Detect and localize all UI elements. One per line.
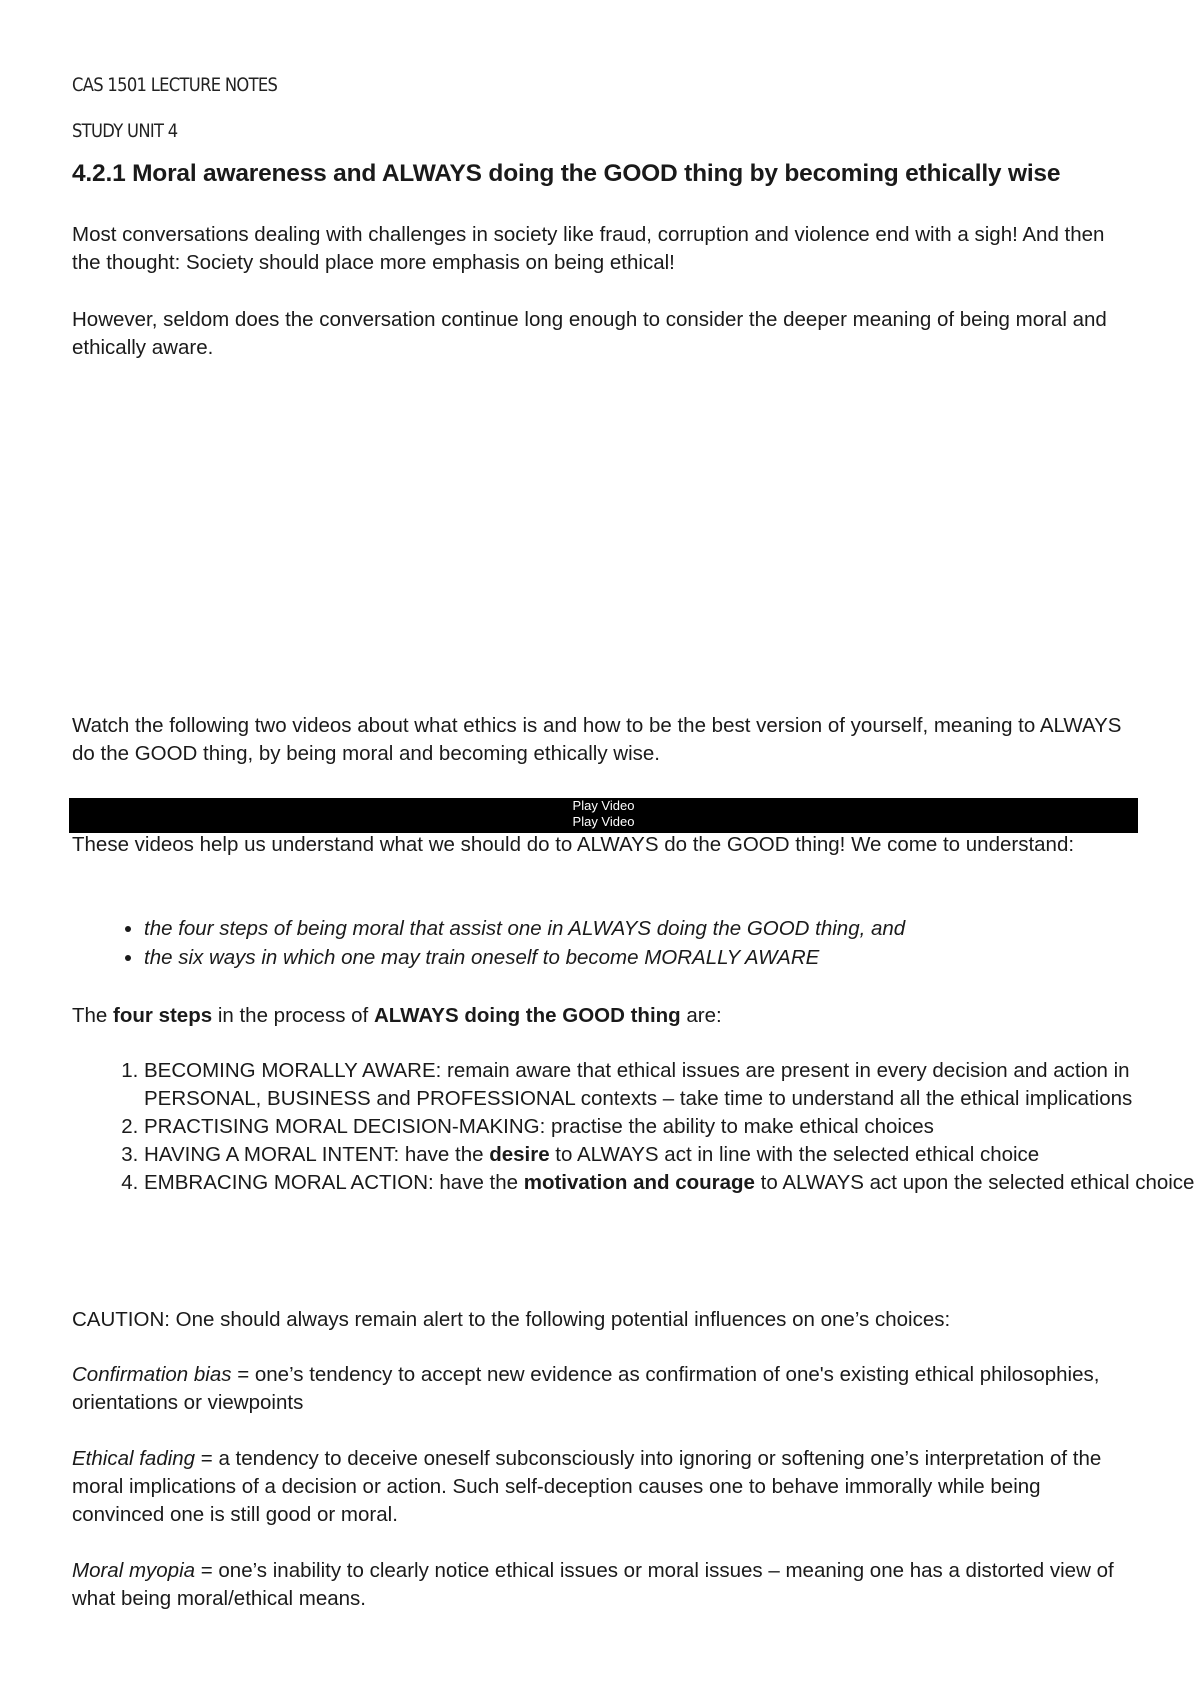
step-item: [144, 1169, 1200, 1197]
four-steps-list: [72, 1057, 1200, 1197]
steps-intro-text: are:: [680, 1004, 722, 1027]
steps-intro-text: The: [72, 1004, 114, 1027]
step-text: HAVING A MORAL INTENT: have the: [144, 1143, 490, 1166]
step-text: BECOMING MORALLY AWARE: remain aware that ethical issues are present in every decision and action in PERSONAL, BUSINESS and PROFESSIONAL contexts – take time to understand all the ethical implications: [144, 1059, 1133, 1110]
definition-term: Ethical fading: [72, 1447, 196, 1470]
steps-intro-bold: four steps: [113, 1004, 213, 1027]
steps-intro-bold: ALWAYS doing the GOOD thing: [373, 1004, 681, 1027]
caution-paragraph: CAUTION: One should always remain alert to the following potential influences on one’s choices:: [72, 1308, 951, 1331]
step-item: [144, 1057, 1200, 1113]
watch-videos-paragraph: Watch the following two videos about what ethics is and how to be the best version of yourself, meaning to ALWAYS do the GOOD thing, by being moral and becoming ethically wise.: [72, 714, 1122, 765]
videos-help-paragraph: These videos help us understand what we should do to ALWAYS do the GOOD thing! We come to understand:: [72, 833, 1075, 856]
play-video-label: Play Video: [572, 798, 635, 813]
definition-confirmation-bias: [72, 1361, 1137, 1417]
step-bold-text: desire: [489, 1143, 550, 1166]
step-text: to ALWAYS act upon the selected ethical choice: [754, 1171, 1195, 1194]
step-item: [144, 1141, 1200, 1169]
play-video-label: Play Video: [572, 814, 635, 829]
definition-text: = a tendency to deceive oneself subconsciously into ignoring or softening one’s interpretation of the moral implications of a decision or action. Such self-deception causes one to behave immorally while being convinced one is still good or moral.: [72, 1447, 1102, 1526]
section-title: 4.2.1 Moral awareness and ALWAYS doing the GOOD thing by becoming ethically wise: [72, 160, 1061, 187]
steps-intro-text: in the process of: [212, 1004, 374, 1027]
definition-ethical-fading: [72, 1445, 1137, 1529]
definition-text: = one’s inability to clearly notice ethical issues or moral issues – meaning one has a distorted view of what being moral/ethical means.: [72, 1559, 1114, 1610]
steps-intro: [72, 1002, 1137, 1030]
step-text: to ALWAYS act in line with the selected ethical choice: [549, 1143, 1040, 1166]
definition-term: Confirmation bias: [72, 1363, 232, 1386]
course-header: CAS 1501 LECTURE NOTES: [72, 74, 278, 96]
step-bold-text: motivation and courage: [523, 1171, 755, 1194]
list-item: • the six ways in which one may train oneself to become MORALLY AWARE: [144, 943, 905, 972]
definition-term: Moral myopia: [72, 1559, 196, 1582]
intro-paragraph-1: Most conversations dealing with challenges in society like fraud, corruption and violence end with a sigh! And then the thought: Society should place more emphasis on being ethical!: [72, 223, 1105, 274]
list-item: • the four steps of being moral that assist one in ALWAYS doing the GOOD thing, and: [144, 914, 905, 943]
intro-paragraph-2: However, seldom does the conversation continue long enough to consider the deeper meaning of being moral and ethically aware.: [72, 308, 1107, 359]
definition-moral-myopia: [72, 1557, 1137, 1613]
step-text: EMBRACING MORAL ACTION: have the: [144, 1171, 524, 1194]
definition-text: = one’s tendency to accept new evidence as confirmation of one's existing ethical philosophies, orientations or viewpoints: [72, 1363, 1100, 1414]
play-video-button[interactable]: [69, 798, 1138, 833]
step-text: PRACTISING MORAL DECISION-MAKING: practise the ability to make ethical choices: [144, 1115, 934, 1138]
step-item: [144, 1113, 1200, 1141]
study-unit-header: STUDY UNIT 4: [72, 120, 178, 142]
understanding-list: [72, 914, 905, 972]
